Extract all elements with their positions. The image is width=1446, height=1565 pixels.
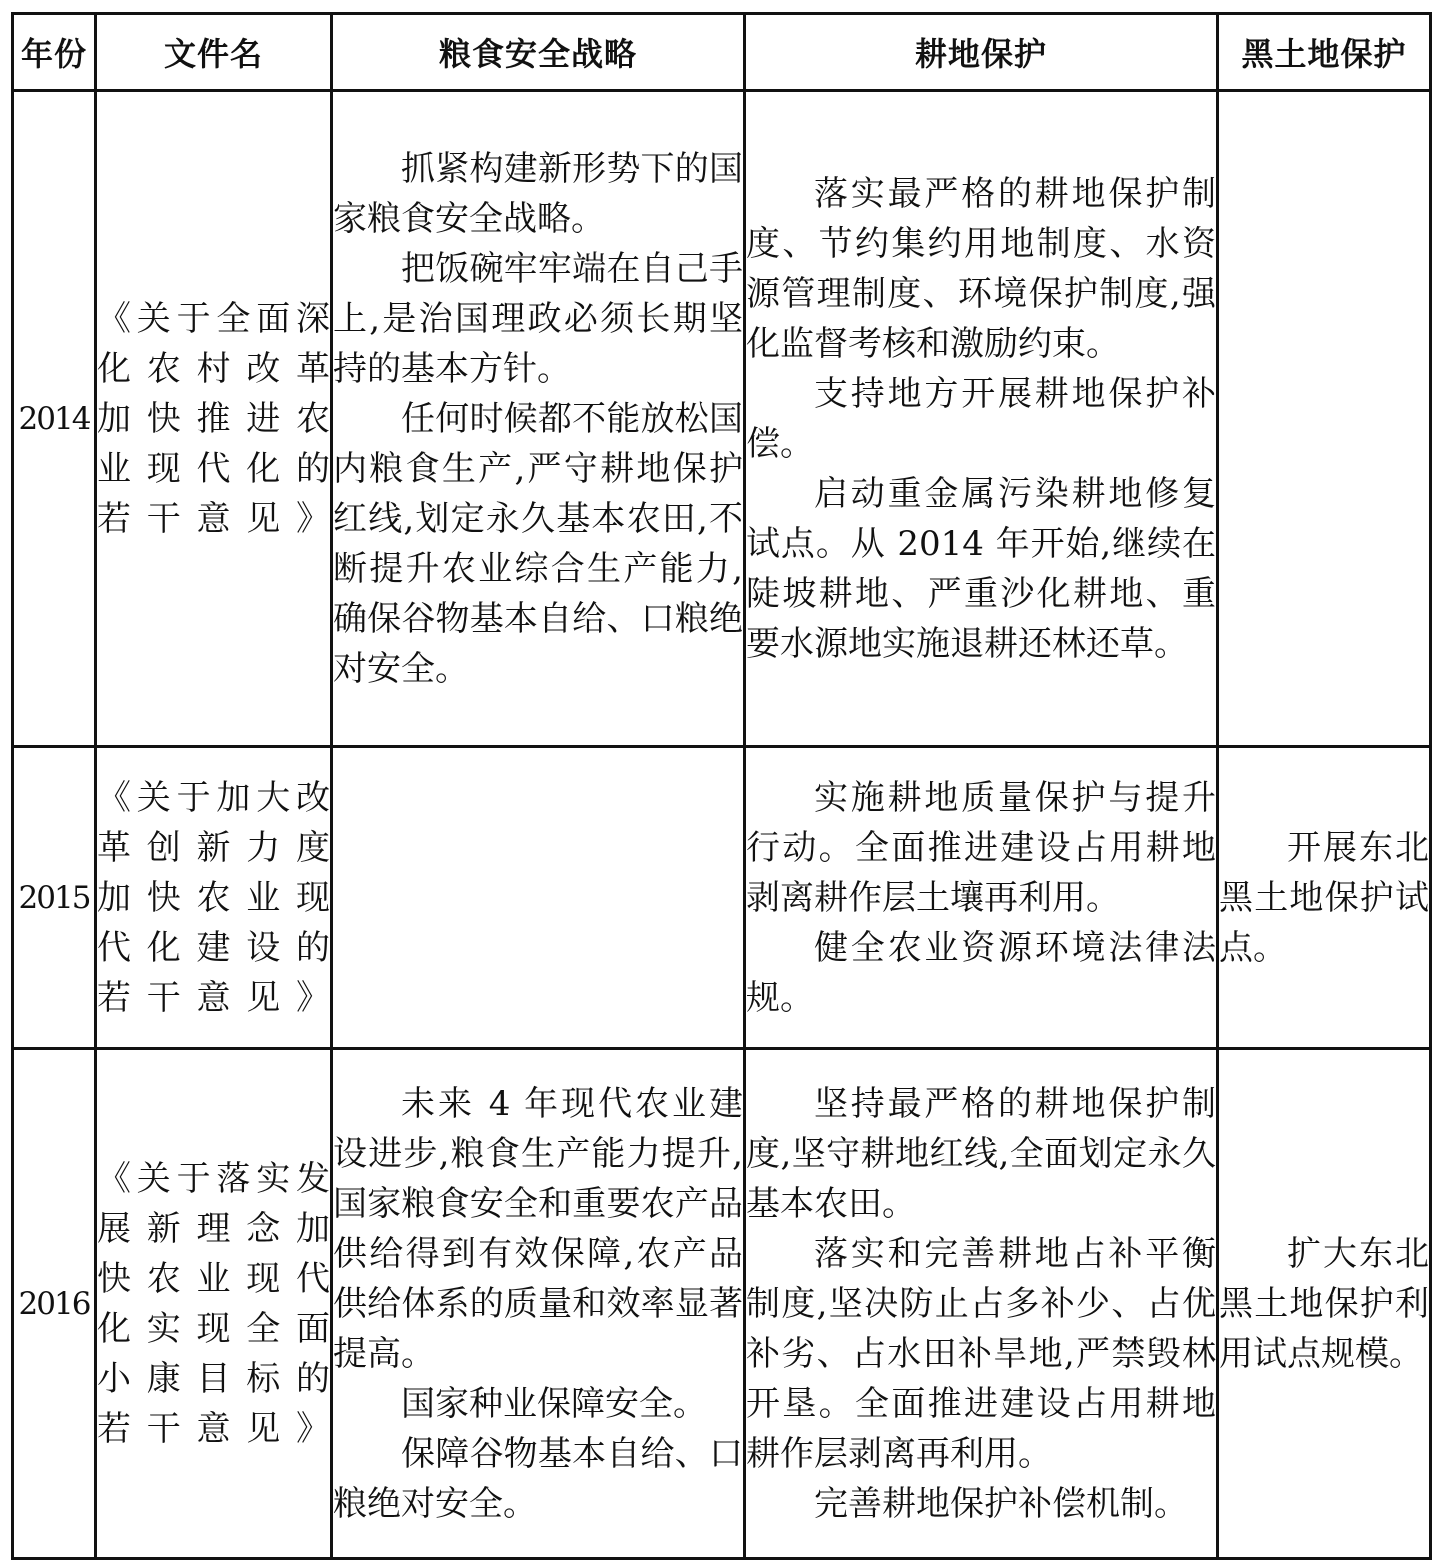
paragraph: 把饭碗牢牢端在自己手上,是治国理政必须长期坚持的基本方针。 [333, 248, 743, 389]
paragraph: 扩大东北黑土地保护利用试点规模。 [1219, 1233, 1429, 1374]
policy-table [11, 12, 1432, 1560]
year-cell: 2016 [13, 1049, 96, 1559]
document-name-line: 加快农业现 [97, 877, 330, 918]
paragraph: 实施耕地质量保护与提升行动。全面推进建设占用耕地剥离耕作层土壤再利用。 [746, 777, 1216, 918]
header-black-soil-protection: 黑土地保护 [1218, 14, 1431, 91]
document-name-line: 革创新力度 [97, 827, 330, 868]
document-name-line: 加快推进农 [97, 398, 330, 439]
header-document-name: 文件名 [96, 14, 332, 91]
document-name-line: 快农业现代 [97, 1258, 330, 1299]
document-name-line: 代化建设的 [97, 927, 330, 968]
paragraph: 抓紧构建新形势下的国家粮食安全战略。 [333, 148, 743, 239]
paragraph: 保障谷物基本自给、口粮绝对安全。 [333, 1433, 743, 1524]
document-name-line: 《关于加大改 [97, 777, 330, 818]
table-row-2014 [13, 91, 1431, 747]
document-name-cell [96, 91, 332, 747]
document-name-cell [96, 747, 332, 1049]
paragraph: 落实最严格的耕地保护制度、节约集约用地制度、水资源管理制度、环境保护制度,强化监督考核和激励约束。 [746, 173, 1216, 364]
year-cell: 2014 [13, 91, 96, 747]
document-name-line: 业现代化的 [97, 448, 330, 489]
paragraph: 完善耕地保护补偿机制。 [814, 1483, 1188, 1524]
header-year: 年份 [13, 14, 96, 91]
paragraph: 开展东北黑土地保护试点。 [1219, 827, 1429, 968]
paragraph: 支持地方开展耕地保护补偿。 [746, 373, 1216, 464]
year-cell: 2015 [13, 747, 96, 1049]
document-name-line: 小康目标的 [97, 1358, 330, 1399]
black-soil-protection-cell [1218, 91, 1431, 747]
paragraph: 健全农业资源环境法律法规。 [746, 927, 1216, 1018]
document-name-line: 《关于全面深 [97, 298, 330, 339]
grain-security-cell [332, 91, 745, 747]
farmland-protection-cell [745, 91, 1218, 747]
document-name-line: 化实现全面 [97, 1308, 330, 1349]
paragraph: 坚持最严格的耕地保护制度,坚守耕地红线,全面划定永久基本农田。 [746, 1083, 1216, 1224]
paragraph: 国家种业保障安全。 [401, 1383, 707, 1424]
header-farmland-protection: 耕地保护 [745, 14, 1218, 91]
document-name-line: 展新理念加 [97, 1208, 330, 1249]
paragraph: 未来 4 年现代农业建设进步,粮食生产能力提升,国家粮食安全和重要农产品供给得到有效保障,农产品供给体系的质量和效率显著提高。 [333, 1083, 743, 1374]
black-soil-protection-cell [1218, 747, 1431, 1049]
document-name-cell [96, 1049, 332, 1559]
document-name-line: 若干意见》 [97, 1408, 330, 1449]
farmland-protection-cell [745, 747, 1218, 1049]
table-row-2015 [13, 747, 1431, 1049]
black-soil-protection-cell [1218, 1049, 1431, 1559]
farmland-protection-cell [745, 1049, 1218, 1559]
paragraph: 落实和完善耕地占补平衡制度,坚决防止占多补少、占优补劣、占水田补旱地,严禁毁林开垦。全面推进建设占用耕地耕作层剥离再利用。 [746, 1233, 1216, 1474]
document-name-line: 若干意见》 [97, 977, 330, 1018]
header-grain-security: 粮食安全战略 [332, 14, 745, 91]
grain-security-cell [332, 1049, 745, 1559]
table-row-2016 [13, 1049, 1431, 1559]
document-name-line: 若干意见》 [97, 498, 330, 539]
document-name-line: 《关于落实发 [97, 1158, 330, 1199]
grain-security-cell [332, 747, 745, 1049]
paragraph: 启动重金属污染耕地修复试点。从 2014 年开始,继续在陡坡耕地、严重沙化耕地、重要水源地实施退耕还林还草。 [746, 473, 1216, 664]
header-row [13, 14, 1431, 91]
paragraph: 任何时候都不能放松国内粮食生产,严守耕地保护红线,划定永久基本农田,不断提升农业综合生产能力,确保谷物基本自给、口粮绝对安全。 [333, 398, 743, 689]
document-name-line: 化农村改革 [97, 348, 330, 389]
